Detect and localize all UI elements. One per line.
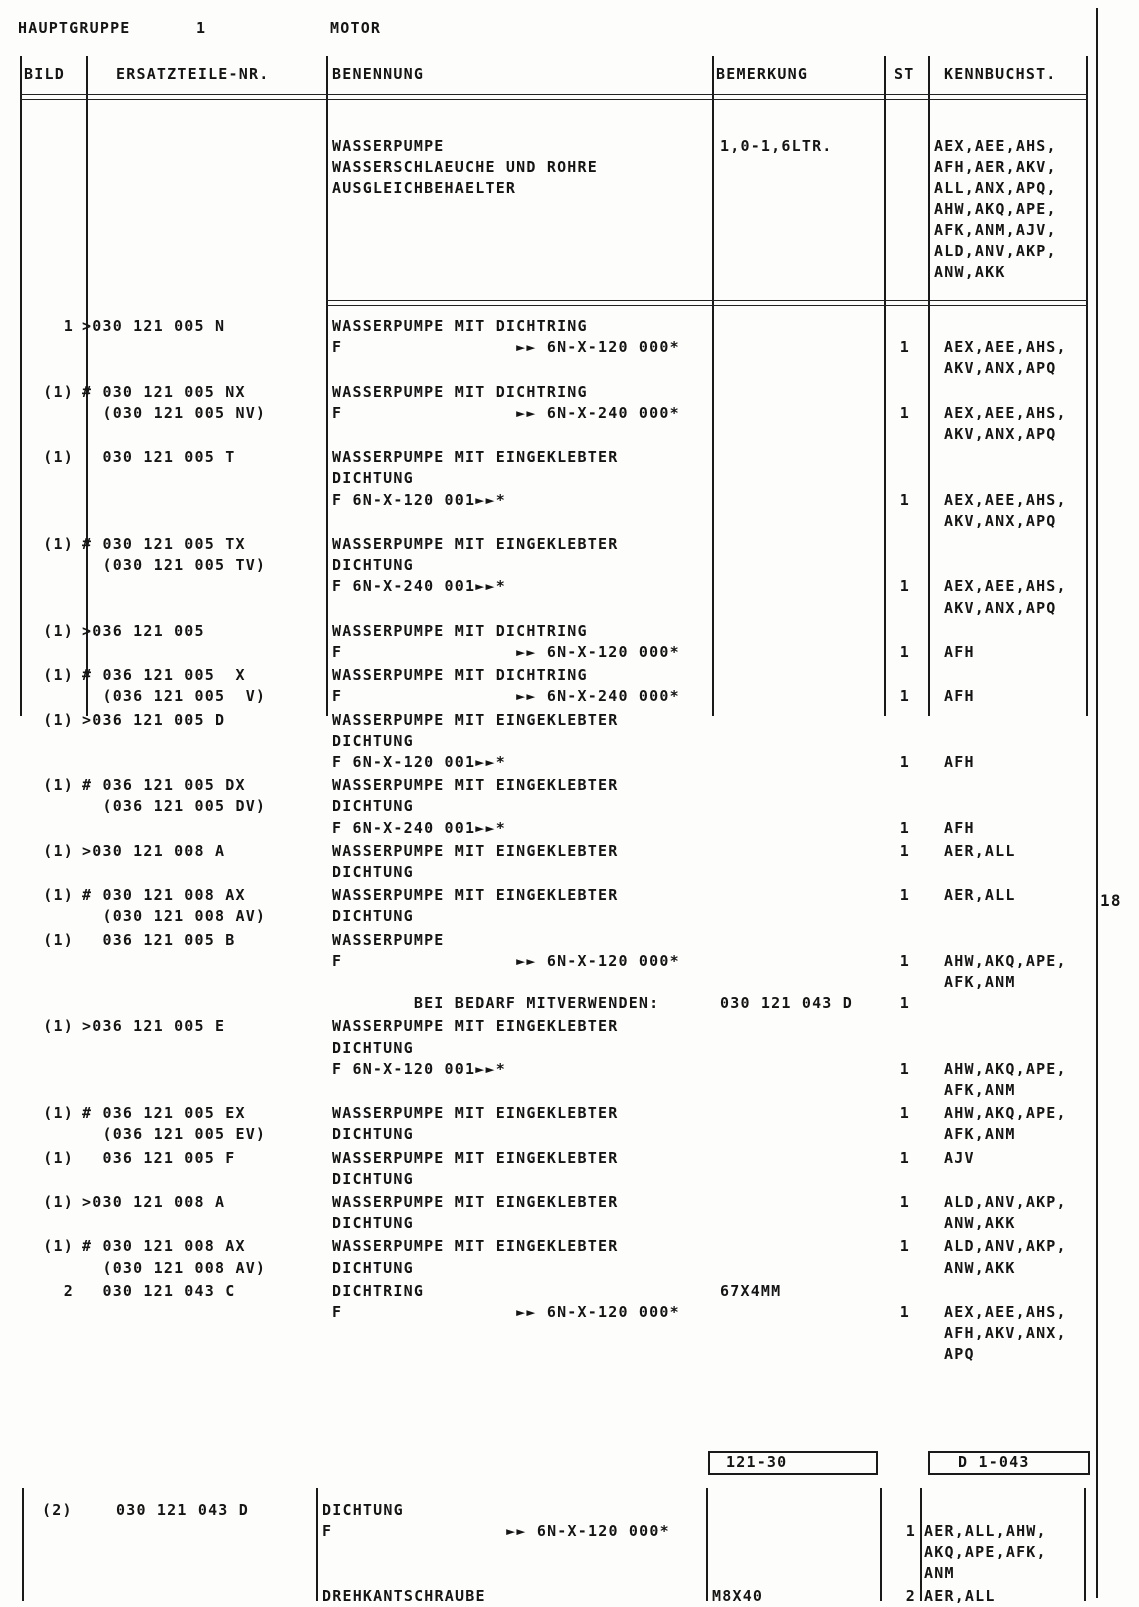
intro-kennbuchst-line: AHW,AKQ,APE,: [934, 200, 1057, 218]
row-kennbuchst: AEX,AEE,AHS,: [944, 338, 1067, 357]
table-row: [0, 621, 1100, 663]
row-st: 1: [899, 1302, 910, 1321]
intro-kennbuchst-line: ALL,ANX,APQ,: [934, 179, 1057, 197]
row-benennung: WASSERPUMPE: [332, 930, 445, 949]
row-bild: (1): [43, 535, 74, 553]
next-kb-line-1: AER,ALL,AHW,: [924, 1522, 1047, 1540]
row-kennbuchst: AEX,AEE,AHS,: [944, 577, 1067, 596]
row-bild: (1): [43, 1017, 74, 1036]
row-bild: (1): [43, 666, 74, 685]
row-st: 1: [899, 951, 910, 970]
row-benennung: WASSERPUMPE MIT EINGEKLEBTER: [332, 1148, 619, 1167]
row-part-number: 030 121 043 C: [82, 1281, 236, 1300]
table-row: [0, 1281, 1100, 1366]
row-st: 1: [899, 752, 910, 771]
row-kennbuchst: AEX,AEE,AHS,: [944, 490, 1067, 509]
next-part-number: 030 121 043 D: [116, 1501, 249, 1519]
row-kennbuchst: AHW,AKQ,APE,: [944, 1059, 1067, 1078]
row-kennbuchst: AFK,ANM: [944, 1080, 1016, 1099]
row-st: 1: [899, 1148, 910, 1167]
row-bemerkung: 67X4MM: [720, 1281, 782, 1300]
row-st: 1: [899, 642, 910, 661]
row-part-number: # 036 121 005 X: [82, 666, 246, 685]
next-divider-st-kb: [920, 1488, 922, 1601]
row-part-number: (036 121 005 DV): [82, 797, 267, 816]
row-kennbuchst: AHW,AKQ,APE,: [944, 951, 1067, 970]
next-ben-line-2: F ►► 6N-X-120 000*: [322, 1522, 670, 1540]
next-divider-bem-st: [880, 1488, 882, 1601]
row-benennung: DICHTUNG: [332, 556, 414, 575]
row-benennung: F ►► 6N-X-120 000*: [332, 1302, 680, 1321]
row-kennbuchst: ALD,ANV,AKP,: [944, 1193, 1067, 1211]
row-kennbuchst: AJV: [944, 1148, 975, 1167]
intro-kennbuchst-line: AEX,AEE,AHS,: [934, 137, 1057, 155]
row-part-number: >036 121 005: [82, 621, 205, 640]
row-benennung: DICHTUNG: [332, 731, 414, 750]
row-part-number: # 030 121 005 TX: [82, 535, 246, 553]
row-benennung: F 6N-X-240 001►►*: [332, 818, 506, 837]
intro-kennbuchst-line: AFH,AER,AKV,: [934, 158, 1057, 176]
row-benennung: F ►► 6N-X-240 000*: [332, 403, 680, 422]
table-row: [0, 382, 1100, 446]
row-bild: (1): [43, 382, 74, 401]
row-part-number: # 030 121 008 AX: [82, 1237, 246, 1256]
intro-benennung-line: WASSERSCHLAEUCHE UND ROHRE: [332, 158, 598, 176]
row-part-number: # 030 121 008 AX: [82, 886, 246, 905]
row-benennung: WASSERPUMPE MIT EINGEKLEBTER: [332, 535, 619, 553]
header-group-name: MOTOR: [330, 19, 382, 37]
row-part-number: 036 121 005 F: [82, 1148, 236, 1167]
row-benennung: DICHTUNG: [332, 1214, 414, 1233]
row-bild: (1): [43, 1104, 74, 1123]
row-kennbuchst: AFH: [944, 752, 975, 771]
row-benennung: WASSERPUMPE MIT EINGEKLEBTER: [332, 1017, 619, 1036]
intro-kennbuchst-line: AFK,ANM,AJV,: [934, 221, 1057, 239]
row-part-number: 036 121 005 B: [82, 930, 236, 949]
next-st: 1: [905, 1522, 916, 1540]
row-benennung: DICHTUNG: [332, 469, 414, 488]
row-bild: (1): [43, 710, 74, 729]
row-benennung: F 6N-X-120 001►►*: [332, 752, 506, 771]
row-bild: (1): [43, 621, 74, 640]
row-bild: (1): [43, 1193, 74, 1211]
row-benennung: WASSERPUMPE MIT EINGEKLEBTER: [332, 1237, 619, 1256]
row-part-number: (036 121 005 V): [82, 687, 267, 706]
row-part-number: >036 121 005 D: [82, 710, 226, 729]
row-bild: (1): [43, 448, 74, 467]
row-benennung: F ►► 6N-X-120 000*: [332, 951, 680, 970]
row-st: 1: [899, 994, 910, 1013]
row-kennbuchst: AER,ALL: [944, 841, 1016, 860]
intro-kennbuchst-line: ALD,ANV,AKP,: [934, 242, 1057, 260]
table-row: [0, 1236, 1100, 1278]
row-part-number: (030 121 008 AV): [82, 1258, 267, 1277]
table-row: [0, 930, 1100, 1015]
row-benennung: WASSERPUMPE MIT DICHTRING: [332, 621, 588, 640]
row-part-number: (030 121 008 AV): [82, 907, 267, 926]
intro-benennung-line: AUSGLEICHBEHAELTER: [332, 179, 517, 197]
row-benennung: WASSERPUMPE MIT EINGEKLEBTER: [332, 841, 619, 860]
row-benennung: F ►► 6N-X-120 000*: [332, 642, 680, 661]
header-group-number: 1: [196, 19, 207, 37]
row-kennbuchst: AFH: [944, 818, 975, 837]
table-row: [0, 775, 1100, 839]
row-benennung: DICHTRING: [332, 1281, 425, 1300]
row-bild: 2: [63, 1281, 74, 1300]
row-st: 1: [899, 577, 910, 596]
col-header-benennung: BENENNUNG: [332, 65, 425, 83]
row-part-number: # 030 121 005 NX: [82, 382, 246, 401]
next-kb-line-2: AKQ,APE,AFK,: [924, 1543, 1047, 1561]
row-bild: (1): [43, 886, 74, 905]
row-part-number: >030 121 005 N: [82, 317, 226, 335]
row-part-number: (036 121 005 EV): [82, 1125, 267, 1144]
table-row: [0, 1103, 1100, 1145]
row-st: 1: [899, 1104, 910, 1123]
intro-bemerkung: 1,0-1,6LTR.: [720, 137, 833, 155]
col-header-nr: ERSATZTEILE-NR.: [116, 65, 270, 83]
row-bild: (1): [43, 930, 74, 949]
row-benennung: F 6N-X-120 001►►*: [332, 490, 506, 509]
row-st: 1: [899, 818, 910, 837]
row-benennung: DICHTUNG: [332, 907, 414, 926]
row-bild: (1): [43, 1237, 74, 1256]
row-kennbuchst: ANW,AKK: [944, 1258, 1016, 1277]
ref-box-left: [708, 1451, 878, 1475]
row-benennung: WASSERPUMPE MIT EINGEKLEBTER: [332, 448, 619, 467]
row-part-number: 030 121 005 T: [82, 448, 236, 467]
table-row: [0, 1192, 1100, 1234]
row-kennbuchst: APQ: [944, 1345, 975, 1364]
row-kennbuchst: AKV,ANX,APQ: [944, 598, 1057, 617]
next-divider-ben-bem: [706, 1488, 708, 1601]
row-part-number: # 036 121 005 DX: [82, 776, 246, 795]
intro-benennung-line: WASSERPUMPE: [332, 137, 445, 155]
row-kennbuchst: AKV,ANX,APQ: [944, 511, 1057, 530]
row-benennung: F ►► 6N-X-120 000*: [332, 338, 680, 357]
row-st: 1: [899, 490, 910, 509]
row-benennung: WASSERPUMPE MIT EINGEKLEBTER: [332, 710, 619, 729]
row-benennung: WASSERPUMPE MIT DICHTRING: [332, 666, 588, 685]
row-kennbuchst: AFK,ANM: [944, 972, 1016, 991]
next-border-left: [22, 1488, 24, 1601]
table-row: [0, 1016, 1100, 1101]
row-st: 1: [899, 886, 910, 905]
row-kennbuchst: ANW,AKK: [944, 1214, 1016, 1233]
col-header-st: ST: [894, 65, 915, 83]
row-kennbuchst: AEX,AEE,AHS,: [944, 1302, 1067, 1321]
row-benennung: DICHTUNG: [332, 1169, 414, 1188]
row-part-number: (030 121 005 NV): [82, 403, 267, 422]
row-kennbuchst: AFH,AKV,ANX,: [944, 1324, 1067, 1343]
row-bemerkung: 030 121 043 D: [720, 994, 853, 1013]
row-st: 1: [899, 1237, 910, 1256]
row-st: 1: [899, 338, 910, 357]
row-part-number: >036 121 005 E: [82, 1017, 226, 1036]
header-group-label: HAUPTGRUPPE: [18, 19, 131, 37]
next-cut-bem: M8X40: [712, 1587, 764, 1605]
row-st: 1: [899, 687, 910, 706]
row-benennung: WASSERPUMPE MIT EINGEKLEBTER: [332, 886, 619, 905]
row-bild: 1: [63, 317, 74, 335]
row-benennung: WASSERPUMPE MIT DICHTRING: [332, 317, 588, 335]
table-row: [0, 1148, 1100, 1190]
row-benennung: BEI BEDARF MITVERWENDEN:: [332, 994, 660, 1013]
row-kennbuchst: AHW,AKQ,APE,: [944, 1104, 1067, 1123]
table-row: [0, 885, 1100, 927]
row-benennung: DICHTUNG: [332, 1125, 414, 1144]
row-part-number: >030 121 008 A: [82, 1193, 226, 1211]
next-ben-line-1: DICHTUNG: [322, 1501, 404, 1519]
table-row: [0, 665, 1100, 707]
table-row: [0, 710, 1100, 774]
row-kennbuchst: AEX,AEE,AHS,: [944, 403, 1067, 422]
row-st: 1: [899, 1059, 910, 1078]
next-cut-st: 2: [905, 1587, 916, 1605]
row-st: 1: [899, 1193, 910, 1211]
row-benennung: DICHTUNG: [332, 862, 414, 881]
row-kennbuchst: ALD,ANV,AKP,: [944, 1237, 1067, 1256]
row-part-number: (030 121 005 TV): [82, 556, 267, 575]
next-border-right: [1084, 1488, 1086, 1601]
next-cut-ben: DREHKANTSCHRAUBE: [322, 1587, 486, 1605]
ref-right-text: D 1-043: [958, 1453, 1030, 1471]
row-bild: (1): [43, 841, 74, 860]
row-kennbuchst: AFK,ANM: [944, 1125, 1016, 1144]
row-benennung: F ►► 6N-X-240 000*: [332, 687, 680, 706]
row-benennung: WASSERPUMPE MIT EINGEKLEBTER: [332, 1104, 619, 1123]
table-row: [0, 841, 1100, 883]
row-benennung: DICHTUNG: [332, 1258, 414, 1277]
row-bild: (1): [43, 1148, 74, 1167]
intro-kennbuchst-line: ANW,AKK: [934, 263, 1006, 281]
header-rule: [20, 94, 1088, 100]
next-bild: (2): [42, 1501, 73, 1519]
ref-left-text: 121-30: [726, 1453, 788, 1471]
row-kennbuchst: AFH: [944, 687, 975, 706]
col-header-bemerkung: BEMERKUNG: [716, 65, 809, 83]
row-benennung: F 6N-X-240 001►►*: [332, 577, 506, 596]
table-row: [0, 316, 1100, 380]
row-part-number: # 036 121 005 EX: [82, 1104, 246, 1123]
row-benennung: WASSERPUMPE MIT EINGEKLEBTER: [332, 776, 619, 795]
row-benennung: DICHTUNG: [332, 797, 414, 816]
row-kennbuchst: AER,ALL: [944, 886, 1016, 905]
table-row: [0, 447, 1100, 532]
row-part-number: >030 121 008 A: [82, 841, 226, 860]
ref-box-right: [928, 1451, 1090, 1475]
next-kb-line-3: ANM: [924, 1564, 955, 1582]
page-marker: 18: [1100, 891, 1122, 910]
row-kennbuchst: AFH: [944, 642, 975, 661]
row-st: 1: [899, 403, 910, 422]
row-benennung: WASSERPUMPE MIT EINGEKLEBTER: [332, 1193, 619, 1211]
row-kennbuchst: AKV,ANX,APQ: [944, 359, 1057, 378]
row-benennung: F 6N-X-120 001►►*: [332, 1059, 506, 1078]
col-header-bild: BILD: [24, 65, 65, 83]
table-row: [0, 534, 1100, 619]
row-benennung: WASSERPUMPE MIT DICHTRING: [332, 382, 588, 401]
row-bild: (1): [43, 776, 74, 795]
row-st: 1: [899, 841, 910, 860]
col-header-kennbuchst: KENNBUCHST.: [944, 65, 1057, 83]
intro-rule: [326, 300, 1088, 306]
next-divider-nr-ben: [316, 1488, 318, 1601]
row-benennung: DICHTUNG: [332, 1038, 414, 1057]
next-cut-kb: AER,ALL: [924, 1587, 996, 1605]
row-kennbuchst: AKV,ANX,APQ: [944, 424, 1057, 443]
